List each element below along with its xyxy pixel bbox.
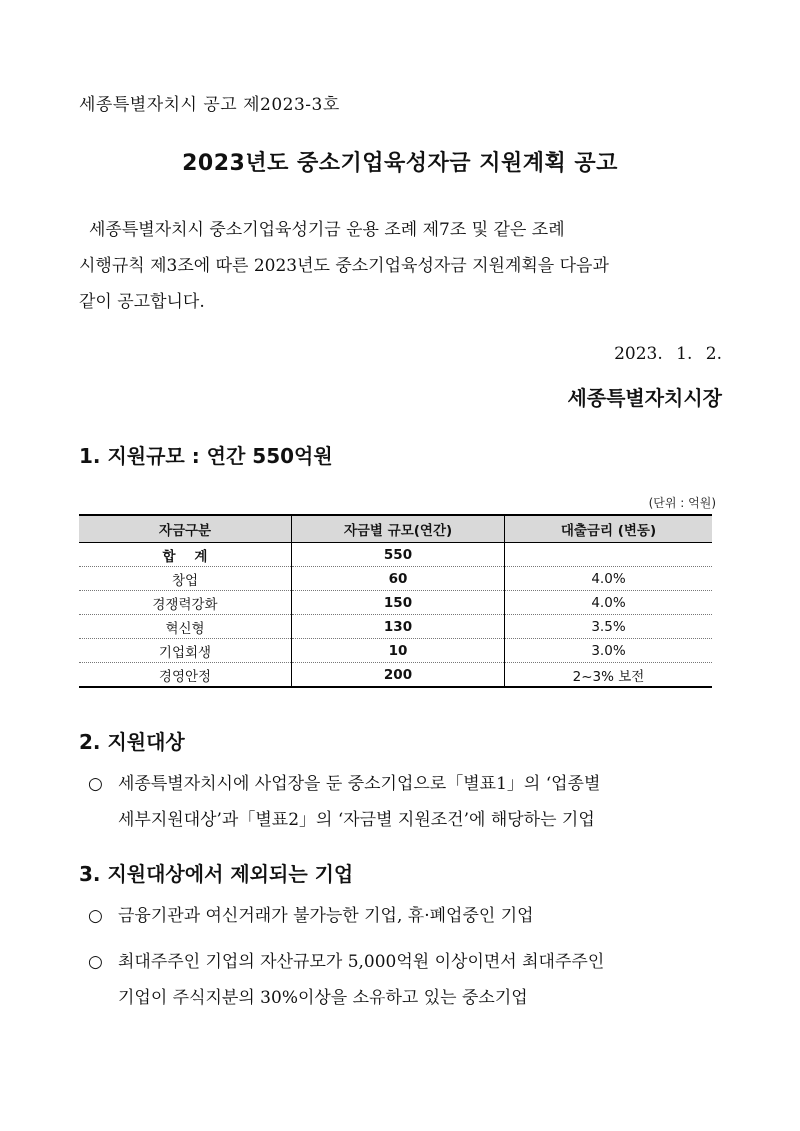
notice-number: 세종특별자치시 공고 제2023-3호 <box>79 95 340 115</box>
bullet-line-text: 세부지원대상’과「별표2」의 ‘자금별 지원조건’에 해당하는 기업 <box>118 810 595 830</box>
table-cell: 150 <box>292 591 505 615</box>
document-title: 2023년도 중소기업육성자금 지원계획 공고 <box>182 151 618 176</box>
table-cell: 4.0% <box>505 567 713 591</box>
unit-note: (단위 : 억원) <box>648 496 716 510</box>
bullet-text <box>118 944 714 1016</box>
intro-line-text: 세종특별자치시 중소기업육성기금 운용 조례 제7조 및 같은 조례 <box>89 220 565 240</box>
intro-line <box>79 284 723 320</box>
table-row <box>79 567 712 591</box>
table-cell: 4.0% <box>505 591 713 615</box>
intro-line-text: 같이 공고합니다. <box>79 292 205 312</box>
intro-line <box>79 248 723 284</box>
bullet-line <box>118 766 714 802</box>
bullet-line-text: 기업이 주식지분의 30%이상을 소유하고 있는 중소기업 <box>118 988 528 1008</box>
bullet-item <box>88 898 714 934</box>
bullet-mark: ○ <box>88 774 103 794</box>
table-cell: 550 <box>292 543 505 567</box>
bullet-text <box>118 898 714 934</box>
table-cell <box>505 543 713 567</box>
issuer: 세종특별자치시장 <box>567 386 722 410</box>
table-row <box>79 591 712 615</box>
table-cell: 60 <box>292 567 505 591</box>
notice-date: 2023. 1. 2. <box>614 344 722 364</box>
bullet-mark: ○ <box>88 906 103 926</box>
intro-line <box>79 212 723 248</box>
table-cell: 기업회생 <box>79 639 292 663</box>
table-cell: 경쟁력강화 <box>79 591 292 615</box>
bullet-item <box>88 766 714 838</box>
section-heading-3: 3. 지원대상에서 제외되는 기업 <box>79 862 354 886</box>
table-row <box>79 639 712 663</box>
table-cell: 경영안정 <box>79 663 292 688</box>
table-cell: 2~3% 보전 <box>505 663 713 688</box>
table-cell: 10 <box>292 639 505 663</box>
bullet-line <box>118 898 714 934</box>
intro-paragraph <box>79 212 723 320</box>
table-row <box>79 615 712 639</box>
table-cell: 3.0% <box>505 639 713 663</box>
table-cell: 혁신형 <box>79 615 292 639</box>
table-cell: 창업 <box>79 567 292 591</box>
intro-line-text: 시행규칙 제3조에 따른 2023년도 중소기업육성자금 지원계획을 다음과 <box>79 256 609 276</box>
bullet-line-text: 세종특별자치시에 사업장을 둔 중소기업으로「별표1」의 ‘업종별 <box>118 774 601 794</box>
table-row <box>79 663 712 688</box>
bullet-line <box>118 980 714 1016</box>
table-cell: 합 계 <box>79 543 292 567</box>
bullet-item <box>88 944 714 1016</box>
section-heading-1: 1. 지원규모 : 연간 550억원 <box>79 444 333 468</box>
table-cell: 200 <box>292 663 505 688</box>
bullet-mark: ○ <box>88 952 103 972</box>
table-cell: 130 <box>292 615 505 639</box>
section-heading-2: 2. 지원대상 <box>79 730 185 754</box>
table-row <box>79 543 712 567</box>
column-header: 대출금리 (변동) <box>505 515 713 543</box>
column-header: 자금별 규모(연간) <box>292 515 505 543</box>
bullet-line <box>118 802 714 838</box>
bullet-text <box>118 766 714 838</box>
fund-table <box>79 514 712 688</box>
bullet-line-text: 금융기관과 여신거래가 불가능한 기업, 휴·폐업중인 기업 <box>118 906 534 926</box>
bullet-line <box>118 944 714 980</box>
table-cell: 3.5% <box>505 615 713 639</box>
table-header-row <box>79 515 712 543</box>
bullet-line-text: 최대주주인 기업의 자산규모가 5,000억원 이상이면서 최대주주인 <box>118 952 605 972</box>
column-header: 자금구분 <box>79 515 292 543</box>
